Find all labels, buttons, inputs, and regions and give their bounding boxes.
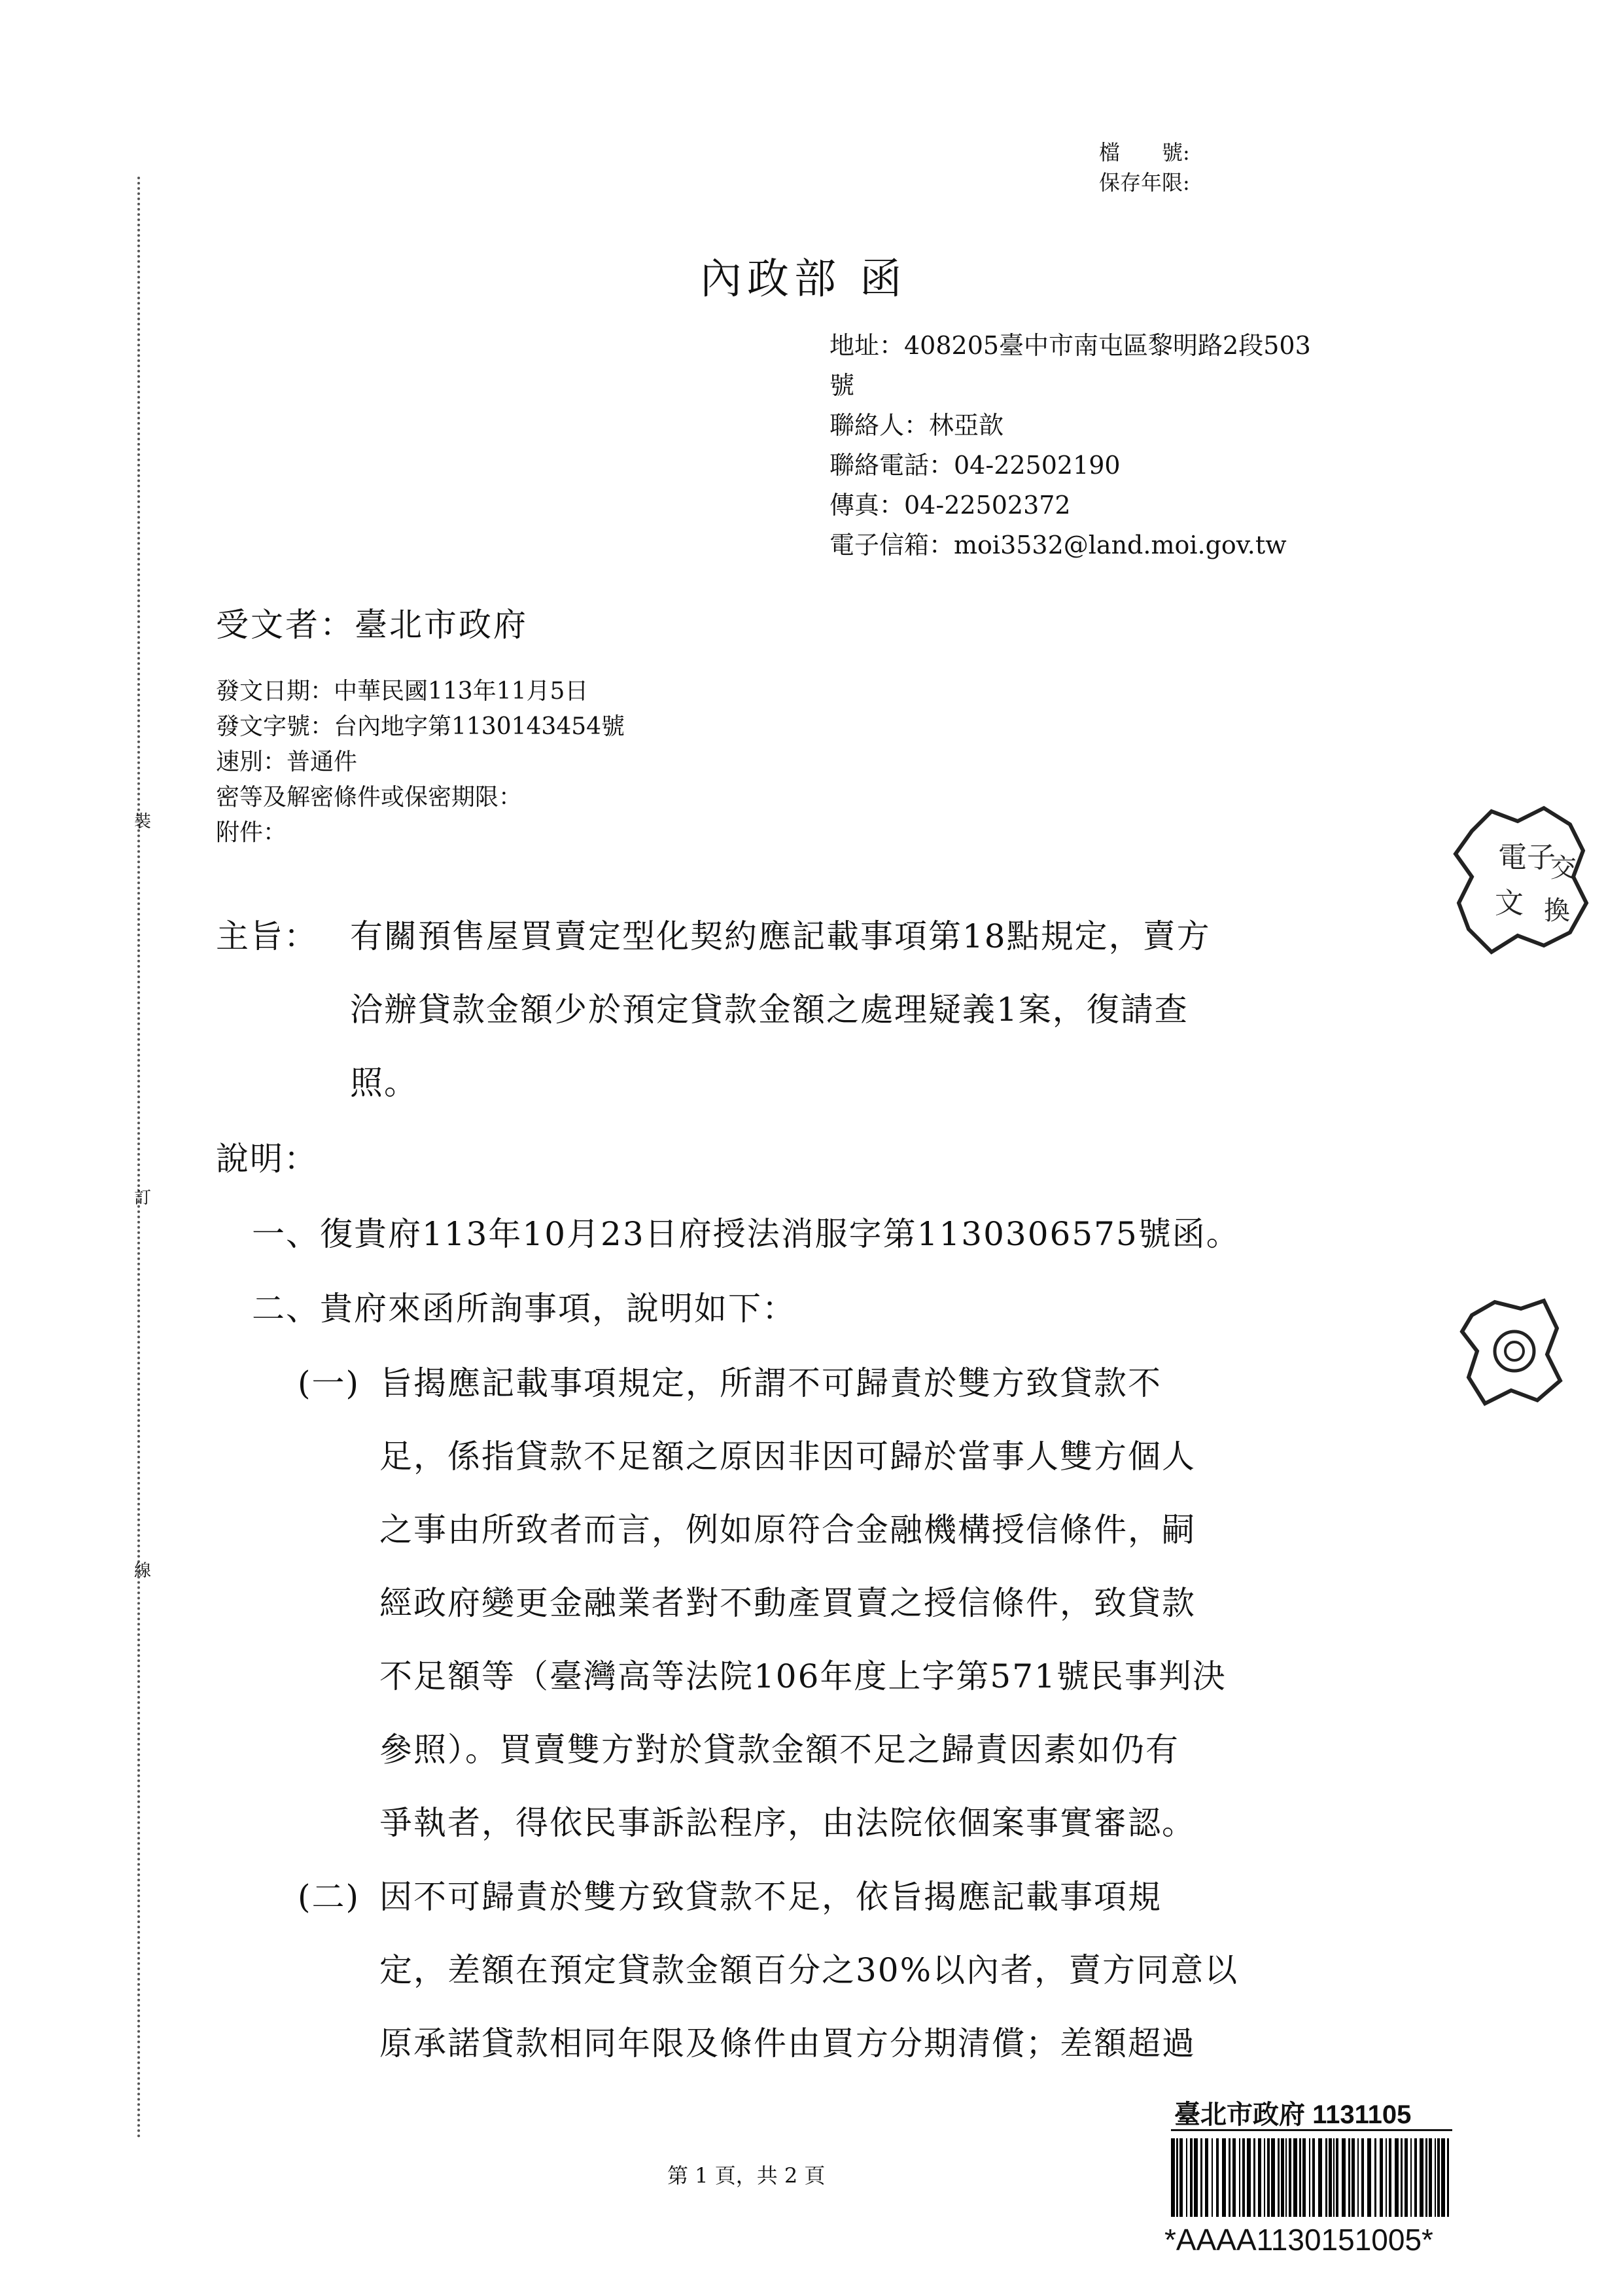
barcode-bar	[1194, 2138, 1198, 2217]
sub-item-1-line: 經政府變更金融業者對不動產買賣之授信條件，致貸款	[379, 1584, 1196, 1622]
barcode-bar	[1401, 2138, 1403, 2217]
barcode-bar	[1171, 2138, 1175, 2217]
barcode-bar	[1342, 2138, 1346, 2217]
receipt-stamp	[1073, 2094, 1452, 2264]
barcode-bar	[1281, 2138, 1284, 2217]
sub-item-1-line: 爭執者，得依民事訴訟程序，由法院依個案事實審認。	[379, 1804, 1196, 1842]
barcode-bar	[1205, 2138, 1208, 2217]
sub-item-1-label: (一)	[298, 1364, 360, 1402]
barcode-bar	[1386, 2138, 1387, 2217]
barcode-bar	[1318, 2138, 1322, 2217]
barcode-bar	[1380, 2138, 1383, 2217]
receipt-stamp-title: 臺北市政府 1131105	[1174, 2100, 1412, 2129]
barcode-bar	[1312, 2138, 1315, 2217]
barcode-bar	[1367, 2138, 1371, 2217]
barcode-bar	[1242, 2138, 1245, 2217]
meta-block	[216, 674, 625, 851]
page-number: 第 1 頁，共 2 頁	[667, 2163, 826, 2188]
barcode-bar	[1348, 2138, 1350, 2217]
document-title: 內政部 函	[700, 255, 907, 304]
barcode-bar	[1389, 2138, 1391, 2217]
barcode-bar	[1435, 2138, 1436, 2217]
seal-char: 電子	[1498, 841, 1556, 874]
explain-label: 說明：	[216, 1140, 318, 1178]
archive-info	[1099, 137, 1190, 198]
barcode-bar	[1299, 2138, 1301, 2217]
contact-fax: 傳真：04-22502372	[829, 491, 1071, 520]
barcode-bar	[1186, 2138, 1187, 2217]
barcode-bar	[1352, 2138, 1355, 2217]
barcode-bar	[1420, 2138, 1423, 2217]
barcode-bar	[1429, 2138, 1432, 2217]
binding-mark-ding: 訂	[134, 1188, 152, 1208]
barcode-bar	[1247, 2138, 1251, 2217]
seal-char: 交	[1550, 853, 1577, 883]
attachment: 附件：	[216, 819, 287, 846]
barcode-bar	[1425, 2138, 1427, 2217]
barcode-bar	[1329, 2138, 1332, 2217]
explain-item-1: 一、復貴府113年10月23日府授法消服字第1130306575號函。	[252, 1215, 1240, 1253]
barcode-bar	[1374, 2138, 1376, 2217]
address-line: 地址：408205臺中市南屯區黎明路2段503	[829, 331, 1311, 360]
seal-char: 換	[1544, 896, 1570, 926]
subject-label: 主旨：	[216, 917, 318, 955]
contact-phone: 聯絡電話：04-22502190	[829, 451, 1121, 480]
partial-seal-icon	[1459, 1296, 1563, 1407]
barcode-bar	[1212, 2138, 1213, 2217]
barcode-bar	[1293, 2138, 1297, 2217]
barcode-bar	[1410, 2138, 1412, 2217]
barcode-bar	[1271, 2138, 1275, 2217]
barcode-bar	[1267, 2138, 1270, 2217]
barcode-bar	[1264, 2138, 1265, 2217]
barcode-bar	[1441, 2138, 1445, 2217]
barcode-bar	[1232, 2138, 1236, 2217]
subject-line: 有關預售屋買賣定型化契約應記載事項第18點規定，賣方	[350, 917, 1211, 955]
secrecy-level: 密等及解密條件或保密期限：	[216, 784, 523, 811]
contact-person: 聯絡人：林亞歆	[829, 411, 1004, 440]
barcode-bar	[1437, 2138, 1440, 2217]
barcode-icon	[1171, 2138, 1452, 2217]
barcode-bar	[1302, 2138, 1306, 2217]
barcode-bar	[1222, 2138, 1226, 2217]
barcode-bar	[1239, 2138, 1240, 2217]
barcode-bar	[1405, 2138, 1408, 2217]
sub-item-2-label: (二)	[298, 1878, 360, 1916]
barcode-bar	[1336, 2138, 1338, 2217]
barcode-bar	[1333, 2138, 1335, 2217]
barcode-bar	[1229, 2138, 1230, 2217]
recipient: 受文者：臺北市政府	[216, 606, 528, 644]
electronic-exchange-seal-icon	[1452, 805, 1590, 955]
barcode-bar	[1200, 2138, 1202, 2217]
barcode-bar	[1285, 2138, 1287, 2217]
binding-mark-zhuang: 裝	[134, 812, 152, 832]
subject-line: 照。	[350, 1064, 418, 1102]
barcode-bar	[1361, 2138, 1364, 2217]
sub-item-2-line: 原承諾貸款相同年限及條件由買方分期清償；差額超過	[379, 2024, 1196, 2062]
barcode-bar	[1447, 2138, 1449, 2217]
barcode-bar	[1357, 2138, 1359, 2217]
binding-dotted-line	[137, 177, 143, 2140]
barcode-bar	[1190, 2138, 1193, 2217]
binding-mark-xian: 線	[134, 1561, 152, 1581]
receipt-stamp-code: *AAAA1130151005*	[1164, 2223, 1433, 2257]
barcode-bar	[1278, 2138, 1280, 2217]
barcode-bar	[1253, 2138, 1255, 2217]
barcode-bar	[1414, 2138, 1417, 2217]
retention-label: 保存年限:	[1099, 170, 1190, 195]
sub-item-1-line: 不足額等（臺灣高等法院106年度上字第571號民事判決	[379, 1657, 1227, 1695]
subject-line: 洽辦貸款金額少於預定貸款金額之處理疑義1案，復請查	[350, 991, 1189, 1029]
explain-item-2: 二、貴府來函所詢事項，說明如下：	[252, 1290, 796, 1328]
barcode-bar	[1216, 2138, 1219, 2217]
file-number-label: 檔 號:	[1099, 140, 1190, 165]
sub-item-1-line: 旨揭應記載事項規定，所謂不可歸責於雙方致貸款不	[379, 1364, 1162, 1402]
sub-item-1-line: 之事由所致者而言，例如原符合金融機構授信條件，嗣	[379, 1511, 1196, 1549]
issue-date: 發文日期：中華民國113年11月5日	[216, 678, 589, 705]
address-line-cont: 號	[829, 371, 855, 400]
sub-item-2-line: 因不可歸責於雙方致貸款不足，依旨揭應記載事項規	[379, 1878, 1162, 1916]
barcode-bar	[1179, 2138, 1183, 2217]
barcode-bar	[1395, 2138, 1399, 2217]
sub-item-1-line: 參照）。買賣雙方對於貸款金額不足之歸責因素如仍有	[379, 1731, 1179, 1769]
barcode-bar	[1258, 2138, 1261, 2217]
barcode-bar	[1289, 2138, 1291, 2217]
contact-email: 電子信箱：moi3532@land.moi.gov.tw	[829, 531, 1287, 559]
receipt-stamp-divider	[1171, 2129, 1452, 2131]
document-number: 發文字號：台內地字第1130143454號	[216, 713, 625, 740]
speed-class: 速別：普通件	[216, 749, 358, 775]
contact-block	[829, 326, 1311, 565]
sub-item-1-line: 足，係指貸款不足額之原因非因可歸於當事人雙方個人	[379, 1438, 1196, 1475]
barcode-bar	[1309, 2138, 1310, 2217]
seal-char: 文	[1495, 887, 1524, 920]
barcode-bar	[1176, 2138, 1178, 2217]
sub-item-2-line: 定，差額在預定貸款金額百分之30%以內者，賣方同意以	[379, 1951, 1239, 1989]
barcode-bar	[1325, 2138, 1327, 2217]
